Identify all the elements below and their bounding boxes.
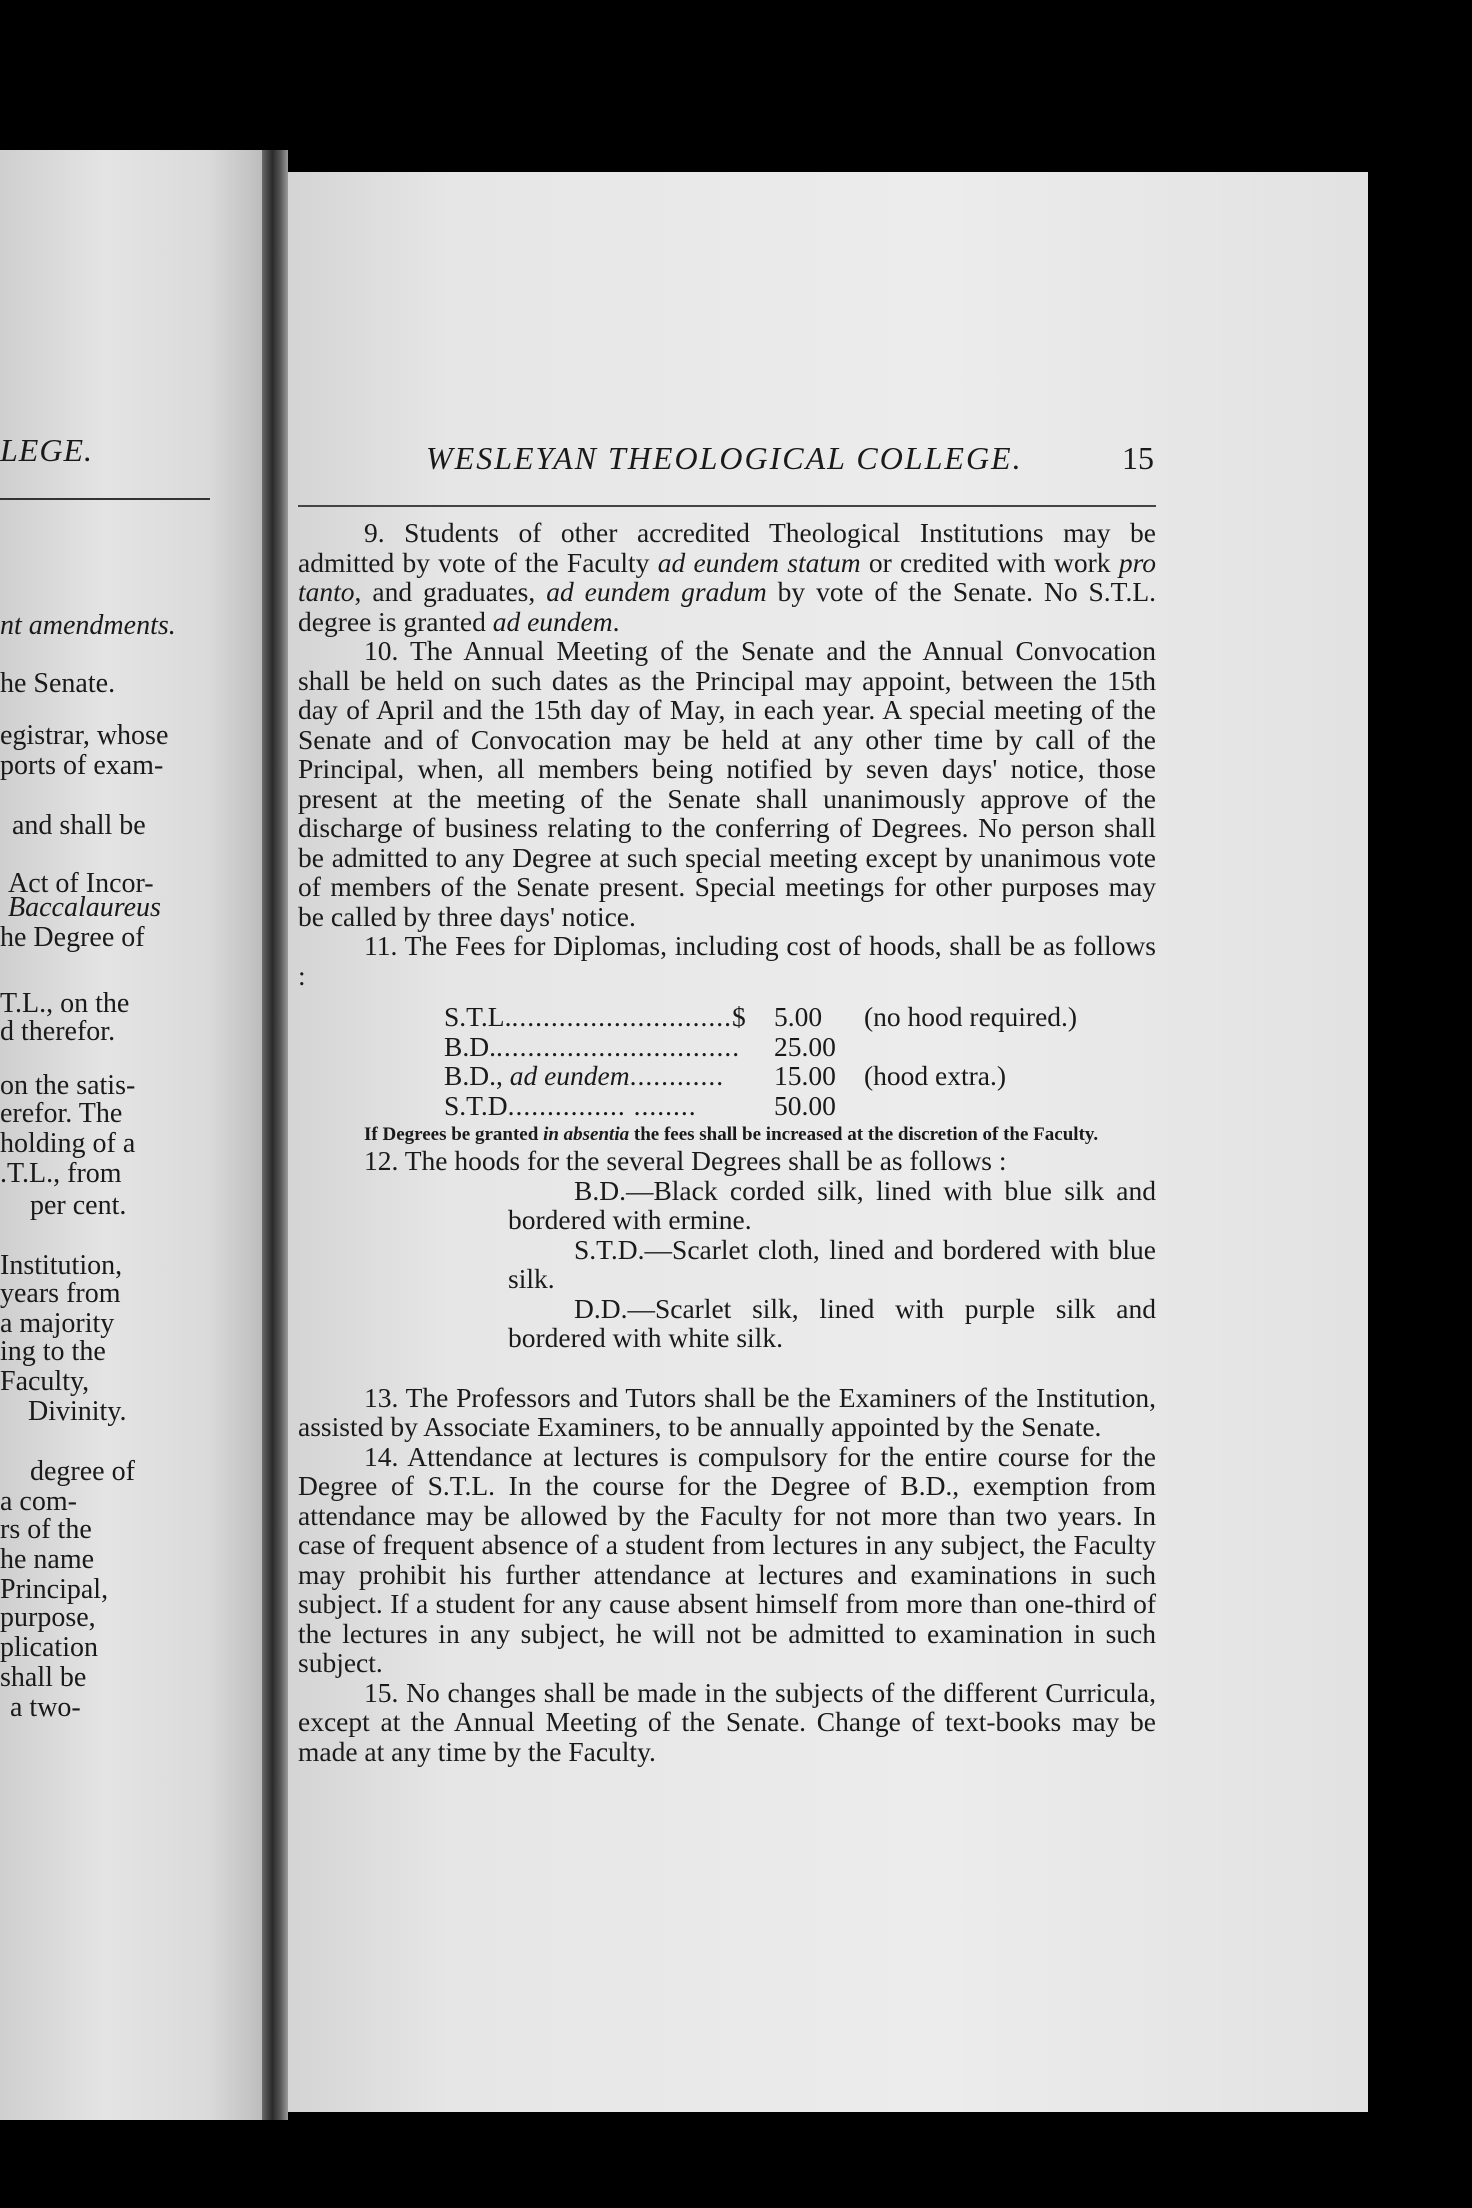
left-page-line: ing to the xyxy=(0,1336,106,1367)
hood-item-dd: D.D.—Scarlet silk, lined with purple silk and bordered with white silk. xyxy=(508,1292,1156,1353)
left-page-line: T.L., on the xyxy=(0,988,130,1019)
paragraph-15: 15. No changes shall be made in the subjects of the different Curricula, except at the Annual Meeting of the Senate. Change of text-books may be made at any time by the Faculty. xyxy=(298,1676,1156,1767)
book-gutter xyxy=(262,150,288,2120)
left-page-line: shall be xyxy=(0,1662,87,1693)
left-page-line: purpose, xyxy=(0,1602,96,1633)
paragraph-9: 9. Students of other accredited Theological Institutions may be admitted by vote of the Faculty ad eundem statum or credited with work pro tanto, and graduates, ad eundem gradum by vote of the Senate. No S.T.L. degree is granted ad eundem. xyxy=(298,517,1156,637)
left-page-line: on the satis- xyxy=(0,1070,136,1101)
fee-note xyxy=(854,1032,864,1062)
running-head: WESLEYAN THEOLOGICAL COLLEGE. xyxy=(426,440,1023,476)
page-body xyxy=(298,518,1156,1766)
left-head-rule xyxy=(0,498,210,500)
left-page-line: he Degree of xyxy=(0,922,145,953)
hood-item-bd: B.D.—Black corded silk, lined with blue silk and bordered with ermine. xyxy=(508,1174,1156,1235)
left-page-line: ports of exam- xyxy=(0,750,164,781)
left-page-line: he name xyxy=(0,1544,95,1575)
fee-amount: 50.00 xyxy=(774,1089,836,1121)
paragraph-13: 13. The Professors and Tutors shall be the Examiners of the Institution, assisted by Associate Examiners, to be annually appointed by the Senate. xyxy=(298,1381,1156,1442)
fee-amount: 5.00 xyxy=(774,1001,823,1032)
fee-amount: 25.00 xyxy=(774,1030,836,1062)
left-page-line: d therefor. xyxy=(0,1016,116,1047)
left-page-line: Institution, xyxy=(0,1250,123,1281)
fee-row: S.T.D............... ........ 50.00 xyxy=(444,1091,1156,1121)
left-page-line: Baccalaureus xyxy=(8,892,161,923)
left-page-line: a majority xyxy=(0,1308,115,1339)
left-page-line: Act of Incor- xyxy=(8,868,154,899)
fee-row: B.D., ad eundem............ 15.00 (hood extra.) xyxy=(444,1060,1007,1091)
left-page-line: holding of a xyxy=(0,1128,136,1159)
paragraph-10: 10. The Annual Meeting of the Senate and the Annual Convocation shall be held on such dates as the Principal may appoint, between the 15th day of April and the 15th day of May, in each year. A special meeting of the Senate and of Convocation may be held at any other time by call of the Principal, when, all members being notified by seven days' notice, those present at the meeting of the Senate shall unanimously approve of the discharge of business relating to the conferring of Degrees. No person shall be admitted to any Degree at such special meeting except by unanimous vote of members of the Senate present. Special meetings for other purposes may be called by three days' notice. xyxy=(298,635,1156,932)
left-page-line: he Senate. xyxy=(0,668,116,699)
fee-row: B.D................................ 25.00 xyxy=(444,1032,1156,1062)
paragraph-12: 12. The hoods for the several Degrees shall be as follows : xyxy=(364,1145,1007,1176)
left-page-line: per cent. xyxy=(30,1190,127,1221)
left-page-line: a com- xyxy=(0,1486,77,1517)
fee-row: S.T.L.............................$ 5.00 (no hood required.) xyxy=(444,1001,1078,1032)
fee-note: (no hood required.) xyxy=(864,1001,1078,1032)
left-page-line: plication xyxy=(0,1632,98,1663)
left-page-line: and shall be xyxy=(12,810,146,841)
left-page-line: .T.L., from xyxy=(0,1158,122,1189)
fees-table xyxy=(444,1002,1156,1120)
left-page-line: degree of xyxy=(30,1456,135,1487)
left-page-line: erefor. The xyxy=(0,1098,123,1129)
paragraph-11: 11. The Fees for Diplomas, including cost of hoods, shall be as follows : xyxy=(298,930,1156,991)
left-page-line: years from xyxy=(0,1278,121,1309)
hoods-list xyxy=(298,1176,1156,1353)
head-rule xyxy=(298,505,1156,507)
left-running-head: LEGE. xyxy=(0,432,93,468)
left-page-line: Principal, xyxy=(0,1574,109,1605)
left-page xyxy=(0,150,262,2120)
left-page-line: Divinity. xyxy=(28,1396,127,1427)
left-page-line: Faculty, xyxy=(0,1366,90,1397)
fee-note xyxy=(854,1091,864,1121)
left-page-line: a two- xyxy=(10,1692,81,1723)
left-page-line: egistrar, whose xyxy=(0,720,169,751)
hood-item-std: S.T.D.—Scarlet cloth, lined and bordered with blue silk. xyxy=(508,1233,1156,1294)
fee-footnote: If Degrees be granted in absentia the fees shall be increased at the discretion of the Faculty. xyxy=(364,1124,1099,1145)
fee-note: (hood extra.) xyxy=(864,1060,1007,1091)
left-page-line: rs of the xyxy=(0,1514,92,1545)
left-page-line: nt amendments. xyxy=(0,610,176,641)
paragraph-14: 14. Attendance at lectures is compulsory for the entire course for the Degree of S.T.L. In the course for the Degree of B.D., exemption from attendance may be allowed by the Faculty for not more than two years. In case of frequent absence of a student from lectures in any subject, the Faculty may prohibit his further attendance at lectures and examinations in such subject. If a student for any cause absent himself from more than one-third of the lectures in any subject, he will not be admitted to examination in such subject. xyxy=(298,1440,1156,1678)
page-number: 15 xyxy=(1122,440,1154,476)
fee-amount: 15.00 xyxy=(774,1060,836,1091)
